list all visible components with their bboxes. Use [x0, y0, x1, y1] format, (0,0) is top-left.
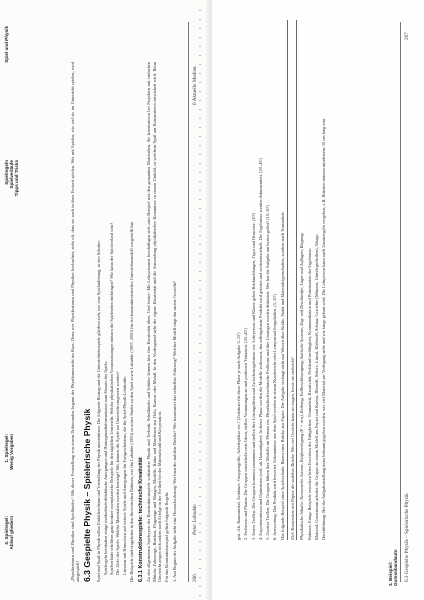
gutter-dot [199, 577, 201, 578]
right-p3: Physikalische Inhalte: Newtonsche Axiome, Kräftezerlegung (F = m·a), Reibung, Fallbeschleunigung, Statische Systeme, Zug- und Druckkräfte, Lager und Auflagen, Biegung. [299, 232, 305, 540]
gutter-dot [199, 325, 201, 326]
margin-note-spielregel-1 [4, 434, 14, 504]
left-bullet-4: • Literatur mit Hinweisen auf weitere Spiele und Anregungen für Fortgeschrittene, die für Spiel-Physik-Lehrkräfte. [122, 62, 127, 575]
left-p4: Zu den allgemeinen Spieltypen der Konstruktionsspiele vorhanden: Physik und Technik. Schulkinder und Schüler können hier ihre Kreativität üben. Und ferner: Mit Lehrpersonen beschäftigen sich zum Beispiel mit den genannten Materialien. Sie konstruieren bei Projekten mit einfachen Mitteln: Fahrzeuge, Brücken, Flugzeuge und Waagen, Modelle, Kräne und Maschinen aus Holz, Karton oder Metall. In den Vordergrund steht die eigene Kreativität und die Anwendung physikalischer Kenntnisse in einem Umfeld, in welchem Spaß am Konstruieren entwickelt wird. Beim Unterricht zeigen sich zudem noch Erfolge in der Freiheit bei der Materialwahl und Kooperation. [146, 62, 162, 582]
left-p6: 1. Am Beginn der Aufgabe steht eine Herausforderung: Wer baut die stabilste Brücke? Wer konstruiert das schnellste Fahrzeug? Welches Modell trägt das meiste Gewicht? [171, 281, 177, 582]
gutter-dot [199, 478, 201, 479]
gutter-dot [199, 118, 201, 119]
gutter-dot [199, 253, 201, 254]
gutter-dot [199, 496, 201, 497]
gutter-dot [199, 505, 201, 506]
gutter-dot [199, 208, 201, 209]
left-p3: Die Beispiele sind eingebettet in den theoretischen Rahmen, wie ihn Labudde (1993) in seiner Studie zu den Spiel sowie Labudde (1997, 2000) für ein konstruktivistisches Unterrichtsmodell vorgestellt hat. [129, 221, 135, 582]
gutter-dot [199, 289, 201, 290]
gutter-dot [199, 343, 201, 344]
gutter-dot [199, 217, 201, 218]
right-item-5: 5. Zweites Treffen: Die Gruppen führen ihre Modelle im Plenum vor. Physikalisch-technische Probleme und ihre Lösungen werden diskutiert. Wer hat die Aufgabe am besten gelöst? (10–30') [265, 205, 271, 540]
gutter-dot [199, 37, 201, 38]
right-p5: Material: Gemeinsam arbeitet die Gruppe an einem Modell aus Papier und Karton, Bleistift, Schere, Lineal, Klebstoff, Schnur, Gewichte (Münzen, Unterlegscheiben), Waage. [313, 233, 319, 540]
left-running-chapter: 6 Aktuelle Medien [192, 66, 198, 105]
gutter-dot [199, 514, 201, 515]
left-bullet-1: • Spielregeln beinhalten einige methodisch-didaktische Anregungen und Hintergrundinformationen zum Einsatz des Spiels. [103, 62, 108, 575]
gutter-dot [199, 541, 201, 542]
gutter-dot [199, 307, 201, 308]
left-page-number: 266 [192, 574, 198, 582]
right-item-2: 2. Probieren und Planen: Die Gruppen entwickeln erste Ideen, stellen Vermutungen an und probieren Varianten. (20–45') [243, 328, 249, 540]
margin-note-spielregeln-text: Spielregeln Spielverläufe Tipps und Tricks [4, 160, 20, 197]
gutter-dot [199, 379, 201, 380]
subsection-title: 6.3.1 Konstruktionsspiele: technische Kreativität [138, 457, 145, 582]
gutter-dot [199, 262, 201, 263]
right-p1: gen, d.h. Baumaterial, Zeitdauer, Gruppengröße, Arbeitsplätze etc.? (Zeitdauer für diese Phase je nach Aufgabe 5–15') [236, 332, 241, 540]
gutter-dot [199, 190, 201, 191]
right-p4: Rahmen: Einige Beispiele erwecken beim Erwerben der Fähigkeiten: Teamarbeit, Kreativität, Problemlösefähigkeit, Kommunikation und Präsentation der Ergebnisse. [306, 247, 312, 540]
margin-note-beispiel [388, 516, 398, 586]
gutter-dot [199, 82, 201, 83]
gutter-dot [199, 127, 201, 128]
margin-note-spielregel-1-text: 1. Spielregel: Wenig Vorgaben [4, 434, 15, 470]
margin-note-spiel-physik: Spiel und Physik [4, 26, 9, 63]
left-bullet-2: • Spielverläufe schildern ganz konkret exemplarische Beispiele für den täglichen Unterricht. Welche physikalischen Voraussetzungen müssen die Spielenden mitbringen? Wie kann der Spielverlauf sein? [109, 62, 114, 575]
gutter-dot [199, 469, 201, 470]
gutter-dot [199, 352, 201, 353]
gutter-dot [199, 487, 201, 488]
gutter-dot [199, 280, 201, 281]
gutter-dot [199, 397, 201, 398]
gutter-dot [199, 235, 201, 236]
gutter-dot [199, 559, 201, 560]
gutter-dot [199, 55, 201, 56]
gutter-dots [198, 0, 202, 600]
margin-note-beispiel-text: 3. Beispiel: Gummibandauto [388, 549, 399, 586]
right-header-rule [400, 22, 401, 582]
gutter-dot [199, 568, 201, 569]
left-p5: Für das Konstruktionsspiel gelten folgende Regeln: [164, 491, 170, 582]
gutter-dot [199, 415, 201, 416]
right-page-number: 267 [404, 32, 410, 40]
gutter-dot [199, 28, 201, 29]
gutter-dot [199, 109, 201, 110]
right-item-3: 3. Erstes Treffen: Die Gruppen kommen zusammen und stellen ihre Lösungsideen und Zwischenergebnisse vor. Lehrperson und Klasse geben Rückmeldungen, Tipps und Hinweise. (10') [250, 213, 256, 540]
gutter-dot [199, 334, 201, 335]
gutter-dot [199, 361, 201, 362]
gutter-dot [199, 586, 201, 587]
gutter-dot [199, 298, 201, 299]
right-page-content [212, 0, 424, 600]
gutter-dot [199, 64, 201, 65]
left-running-author: Peter Labudde [192, 504, 198, 535]
gutter-dot [199, 136, 201, 137]
margin-note-spielregel-2-text: 2. Spielregel: Ablauf gliedern [4, 516, 15, 550]
gutter-dot [199, 100, 201, 101]
gutter-dot [199, 406, 201, 407]
gutter-dot [199, 388, 201, 389]
left-text-column [44, 22, 184, 582]
gutter-dot [199, 532, 201, 533]
gutter-dot [199, 10, 201, 11]
gutter-dot [199, 154, 201, 155]
gutter-dot [199, 550, 201, 551]
right-running-section: 6.3 Gespielte Physik – Spielerische Physik [404, 493, 410, 582]
gutter-dot [199, 163, 201, 164]
gutter-dot [199, 451, 201, 452]
goal-box: Ziel: Konstruiere mit Papier die stabilste Brücke. Wie viel Gewicht kann sie tragen, bevor sie einbricht? [287, 20, 297, 540]
gutter-dot [199, 91, 201, 92]
gutter-dot [199, 595, 201, 596]
gutter-dot [199, 226, 201, 227]
left-bullet-3: • Die Ziele des Spiels: Welche Materialien werden benötigt? Wie können die Spiele im Unterricht eingesetzt werden? [115, 62, 120, 575]
right-p2: Das folgende Beispiel eines Spielverlaufs: Bauen einer Brücke aus Papier. Die Aufgabe verlangt nicht nur Wissen über Kräfte, Statik und Materialeigenschaften, sondern auch Teamarbeit. [279, 211, 285, 540]
gutter-dot [199, 370, 201, 371]
gutter-dot [199, 19, 201, 20]
gutter-dot [199, 523, 201, 524]
gutter-dot [199, 73, 201, 74]
gutter-dot [199, 442, 201, 443]
right-item-6: 6. Auswertung: Das Produkt wird bewertet. Erkenntnisse aus dem Spiel werden in einem Kurzbericht oder Lernjournal festgehalten. (5–10') [272, 294, 278, 540]
margin-note-spielregel-2 [4, 516, 14, 586]
gutter-dot [199, 460, 201, 461]
margin-note-spielregeln [4, 160, 20, 230]
gutter-dot [199, 424, 201, 425]
section-title: 6.3 Gespielte Physik – Spielerische Physik [81, 408, 92, 582]
left-intro: „Physikerinnen und Physiker sind Spielkinder.“ Mit dieser Feststellung von einem Doktoranden begann der Physikunterricht im Kurs. Denn wer Physikerinnen und Physiker beobachtet, sieht oft, dass sie auch in ihrer Freizeit spielen. Wer mit Spielen, wie viel sie im Unterricht spielen, wird ausgespielt! [70, 62, 81, 582]
left-header-rule [188, 22, 189, 582]
gutter-dot [199, 316, 201, 317]
gutter-dot [199, 244, 201, 245]
left-p2: Spiel und Spaß in Physik sollen Einfallreichtum und Vorstellung der Physik unterstützen. Die folgende Beitrag und die Unterrichtsbeispiele gliedern sich, wie eine Spielanleitung, in vier Schritte: [95, 240, 101, 582]
gutter-dot [199, 172, 201, 173]
right-item-4: 4. Experimentieren und Optimieren (evtl. als Hausaufgabe): In dieser Phase werden die Modelle verbessert, das selbstgebaute Produkt wird getestet und weiterentwickelt. Die Ergebnisse werden dokumentiert. (20–45') [257, 158, 263, 540]
gutter-dot [199, 145, 201, 146]
gutter-dot [199, 271, 201, 272]
right-page [212, 0, 424, 600]
right-p6: Durchführung: Bei der Aufgabenstellung muss bekannt gegeben werden, wie viel Material zur Verfügung steht und wie lange gebaut wird. Die Lehrperson kann auch Zusatzregeln vorgeben, z.B. Brücken müssen mindestens 30 cm lang sein. [321, 117, 327, 540]
gutter-dot [199, 46, 201, 47]
gutter-dot [199, 181, 201, 182]
gutter-dot [199, 199, 201, 200]
gutter-dot [199, 433, 201, 434]
